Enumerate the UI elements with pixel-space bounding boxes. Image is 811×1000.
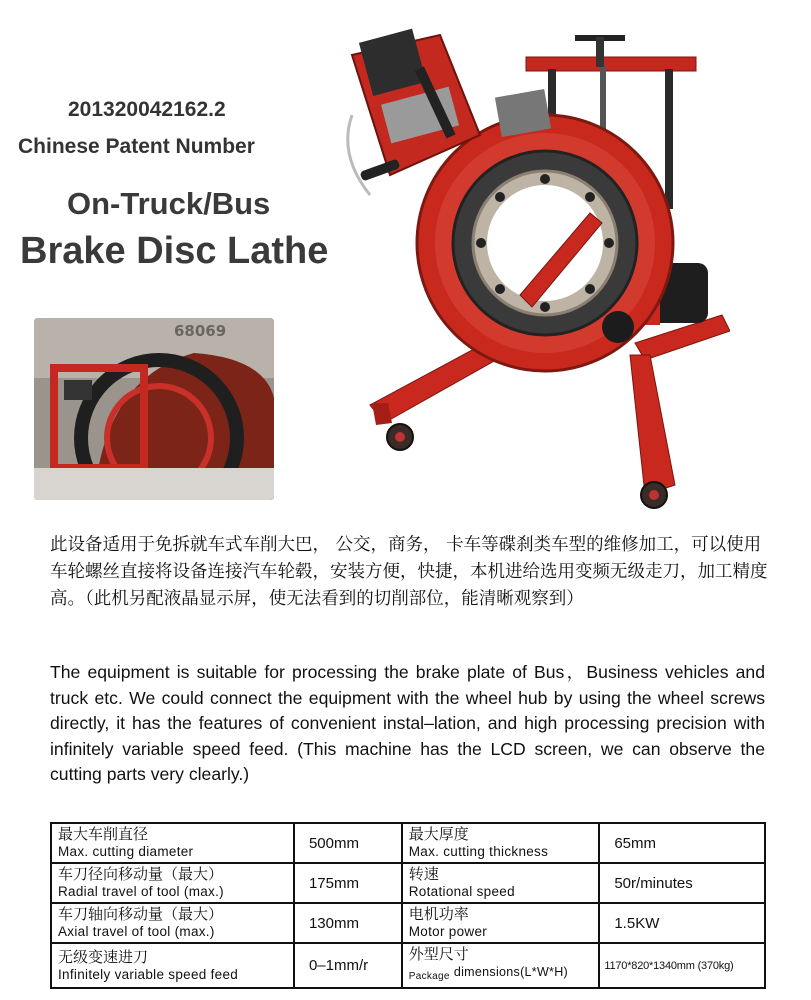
spec-label-cn: 车刀径向移动量（最大）	[58, 865, 224, 883]
product-subtitle: On-Truck/Bus	[67, 186, 271, 221]
patent-number: 201320042162.2	[68, 98, 226, 121]
description-chinese: 此设备适用于免拆就车式车削大巴， 公交，商务， 卡车等碟刹类车型的维修加工，可以使用车轮螺丝直接将设备连接汽车轮毂，安装方便，快捷，本机进给选用变频无级走刀，加工精度高。（此机另配液晶显示屏，使无法看到的切削部位，能清晰观察到）	[50, 535, 768, 609]
spec-table	[50, 822, 766, 989]
spec-label-en: Radial travel of tool (max.)	[58, 884, 224, 899]
spec-value: 65mm	[599, 823, 765, 863]
product-title: Brake Disc Lathe	[20, 230, 329, 272]
spec-label-en: Max. cutting diameter	[58, 844, 194, 859]
spec-label-en-dimensions: dimensions(L*W*H)	[453, 965, 569, 979]
inset-photo	[34, 318, 274, 500]
spec-value: 500mm	[294, 823, 402, 863]
spec-label-cn: 最大厚度	[408, 825, 469, 843]
number-plate-text: 68069	[174, 322, 227, 340]
spec-label-cn: 外型尺寸	[408, 945, 469, 963]
table-row	[51, 863, 765, 903]
spec-label	[402, 943, 600, 988]
spec-label-en: Max. cutting thickness	[408, 844, 549, 859]
spec-label-cn: 转速	[408, 865, 439, 883]
spec-label	[402, 823, 600, 863]
brake-disc-lathe-image	[330, 25, 730, 525]
spec-label	[51, 943, 294, 988]
spec-label-en	[409, 963, 593, 985]
spec-label-en: Rotational speed	[408, 884, 515, 899]
spec-label-en-package: Package	[408, 971, 450, 982]
spec-label	[51, 863, 294, 903]
spec-value: 175mm	[294, 863, 402, 903]
spec-label-en: Motor power	[408, 924, 488, 939]
spec-label	[51, 903, 294, 943]
spec-label-cn: 电机功率	[408, 905, 469, 923]
table-row	[51, 903, 765, 943]
spec-value: 1170*820*1340mm (370kg)	[599, 943, 765, 988]
spec-label	[402, 863, 600, 903]
spec-label-en: Axial travel of tool (max.)	[58, 924, 215, 939]
spec-value: 130mm	[294, 903, 402, 943]
table-row	[51, 943, 765, 988]
patent-label: Chinese Patent Number	[18, 135, 255, 158]
spec-label	[51, 823, 294, 863]
spec-label-cn: 车刀轴向移动量（最大）	[58, 905, 224, 923]
spec-label-cn: 最大车削直径	[58, 825, 149, 843]
table-row	[51, 823, 765, 863]
spec-value: 1.5KW	[599, 903, 765, 943]
spec-value: 0–1mm/r	[294, 943, 402, 988]
description-english: The equipment is suitable for processing the brake plate of Bus，Business vehicles and truck etc. We could connect the equipment with the wheel hub by using the wheel screws directly, it has the features of convenient instal–lation, and high processing precision with infinitely variable speed feed. (This machine has the LCD screen, we can observe the cutting parts very clearly.)	[50, 662, 765, 784]
spec-label	[402, 903, 600, 943]
spec-label-en: Infinitely variable speed feed	[58, 966, 239, 982]
spec-label-cn: 无级变速进刀	[58, 947, 149, 966]
spec-value: 50r/minutes	[599, 863, 765, 903]
